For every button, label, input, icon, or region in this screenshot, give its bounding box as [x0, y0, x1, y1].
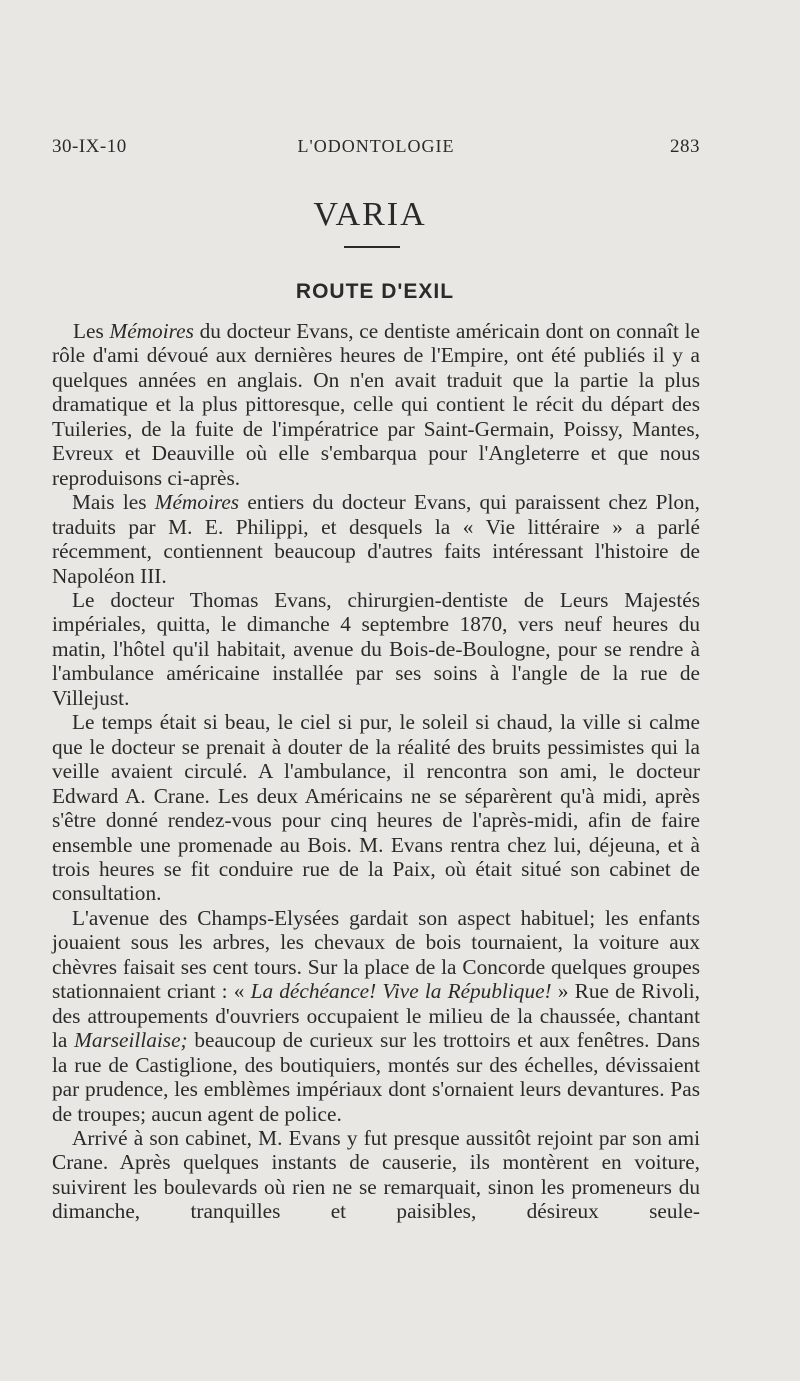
paragraph — [52, 710, 700, 906]
text-run: » Rue de Rivoli, des attroupements d'ouvriers occupaient le milieu de la chaussée, chantant la — [52, 979, 701, 1053]
text-run: Arrivé à son cabinet, M. Evans y fut presque aussitôt rejoint par son ami Crane. Après quelques instants de causerie, ils montèrent en voiture, suivirent les boulevards où rien ne se remarquait, sinon les promeneurs du dimanche, tranquilles et paisibles, désireux seule- — [52, 1125, 700, 1224]
text-run: du docteur Evans, ce dentiste américain dont on connaît le rôle d'ami dévoué aux dernières heures de l'Empire, ont été publiés il y a quelques années en anglais. On n'en avait traduit que la partie la plus dramatique et la plus pittoresque, celle qui contient le récit du départ des Tuileries, de la fuite de l'impératrice par Saint-Germain, Poissy, Mantes, Evreux et Deauville où elle s'embarqua pour l'Angleterre et que nous reproduisons ci-après. — [52, 319, 700, 490]
paragraph — [52, 319, 700, 490]
text-run: beaucoup de curieux sur les trottoirs et aux fenêtres. Dans la rue de Castiglione, des boutiquiers, montés sur des échelles, dévissaient par prudence, les emblèmes impériaux dont s'ornaient leurs devantures. Pas de troupes; aucun agent de police. — [52, 1028, 700, 1126]
text-run: Le docteur Thomas Evans, chirurgien-dentiste de Leurs Majestés impériales, quitta, le dimanche 4 septembre 1870, vers neuf heures du matin, l'hôtel qu'il habitait, avenue du Bois-de-Boulogne, pour se rendre à l'ambulance américaine installée par ses soins à l'angle de la rue de Villejust. — [52, 587, 700, 710]
italic-text: Mémoires — [154, 490, 240, 515]
paragraph — [52, 906, 700, 1126]
text-run: Le temps était si beau, le ciel si pur, le soleil si chaud, la ville si calme que le docteur se prenait à douter de la réalité des bruits pessimistes qui la veille avaient circulé. A l'ambulance, il rencontra son ami, le docteur Edward A. Crane. Les deux Américains ne se séparèrent qu'à midi, après s'être donné rendez-vous pour cinq heures de l'après-midi, afin de faire ensemble une promenade au Bois. M. Evans rentra chez lui, déjeuna, et à trois heures se fit conduire rue de la Paix, où était situé son cabinet de consultation. — [52, 710, 700, 906]
header-journal-title: L'ODONTOLOGIE — [297, 136, 455, 156]
running-head — [52, 136, 700, 160]
header-date: 30-IX-10 — [52, 136, 127, 157]
text-run: entiers du docteur Evans, qui paraissent chez Plon, traduits par M. E. Philippi, et desquels la « Vie littéraire » a parlé récemment, contiennent beaucoup d'autres faits intéressant l'histoire de Napoléon III. — [52, 490, 700, 588]
section-title: VARIA — [313, 196, 427, 233]
article-body — [52, 319, 700, 1224]
paragraph — [52, 490, 700, 588]
text-run: Les — [73, 319, 110, 343]
italic-text: Mémoires — [109, 319, 194, 343]
paragraph — [52, 1126, 700, 1224]
title-rule — [344, 246, 400, 248]
header-page-number: 283 — [670, 136, 700, 157]
article-title: ROUTE D'EXIL — [295, 280, 455, 303]
text-run: L'avenue des Champs-Elysées gardait son aspect habituel; les enfants jouaient sous les arbres, les chevaux de bois tournaient, la voiture aux chèvres faisait ses cent tours. Sur la place de la Concorde quelques groupes stationnaient criant : « — [52, 905, 700, 1004]
italic-text: Marseillaise; — [74, 1028, 188, 1053]
italic-text: La déchéance! Vive la République! — [250, 979, 552, 1004]
text-run: Mais les — [72, 490, 155, 515]
paragraph — [52, 588, 700, 710]
